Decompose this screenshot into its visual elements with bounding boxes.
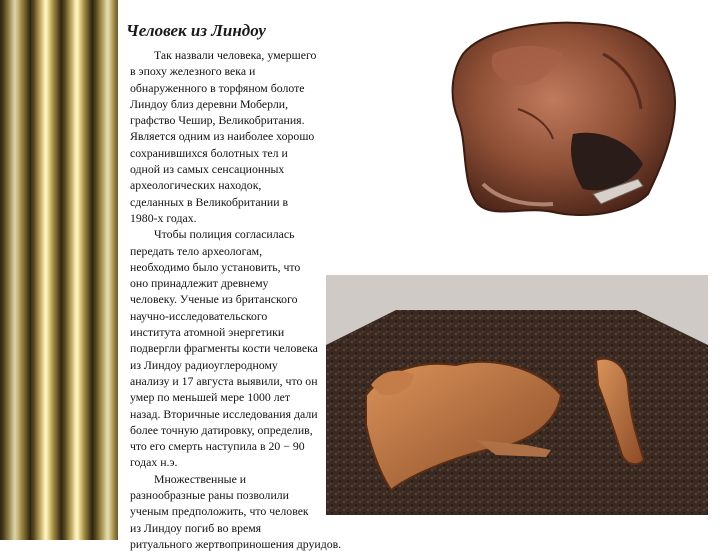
paragraph-2: Чтобы полиция согласилась передать тело археологам, необходимо было установить, что оно принадлежит древнему человеку. Ученые из британского научно-исследовательского института атомной энергетики подвергли фрагменты кости человека из Линдоу радиоуглеродному анализу и 17 августа выявили, что он умер по меньшей мере 1000 лет назад. Вторичные исследования дали более точную датировку, определив, что его смерть наступила в 20 − 90 годах н.э. <box>130 227 318 470</box>
bog-body-display-photo <box>326 275 708 515</box>
paragraph-3: Множественные и разнообразные раны позволили ученым предположить, что человек из Линдоу погиб во время ритуального жертвоприношения друидов. <box>130 471 342 551</box>
page-title: Человек из Линдоу <box>126 21 266 40</box>
paragraph-1: Так назвали человека, умершего в эпоху железного века и обнаруженного в торфяном болоте Линдоу близ деревни Моберли, графство Чешир, Великобритания. Является одним из наиболее хорошо сохранившихся болотных тел и одной из самых сенсационных археологических находок, сделанных в Великобритании в 1980-х годах. <box>130 48 317 225</box>
bog-body-head-photo <box>423 14 703 236</box>
border-shading <box>0 0 118 540</box>
